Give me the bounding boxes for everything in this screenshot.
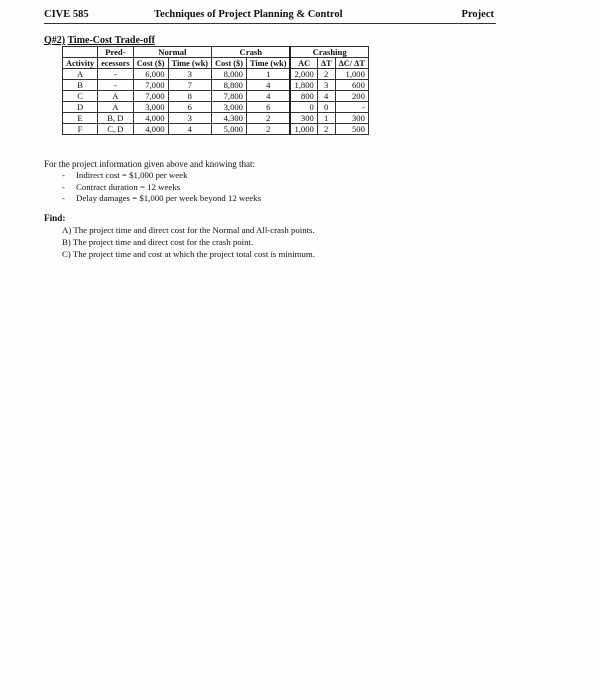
find-label: Find: [44,213,66,223]
ac-at-cell: 1,000 [335,69,368,80]
crash-time-cell: 4 [246,80,290,91]
given-text: Contract duration = 12 weeks [76,181,181,192]
header-divider [44,23,496,24]
bullet-mark: - [62,193,65,203]
table-row [63,124,369,135]
list-item [62,182,261,194]
crash-cost-header: Cost ($) [212,58,247,69]
normal-cost-cell: 4,000 [133,124,168,135]
crash-time-cell: 1 [246,69,290,80]
activity-cell: F [63,124,98,135]
table-sub-header-row [63,58,369,69]
normal-cost-header: Cost ($) [133,58,168,69]
crash-cost-cell: 4,300 [212,113,247,124]
normal-time-cell: 3 [168,113,212,124]
ac-cell: 800 [290,91,317,102]
table-group-header-row [63,47,369,58]
at-cell: 0 [317,102,335,113]
predecessors-cell: - [98,80,134,91]
normal-group-header: Normal [133,47,211,58]
crash-time-cell: 6 [246,102,290,113]
find-item: C) The project time and cost at which the project total cost is minimum. [62,249,315,259]
activity-cell: D [63,102,98,113]
crash-time-cell: 2 [246,113,290,124]
at-cell: 1 [317,113,335,124]
ac-cell: 2,000 [290,69,317,80]
crash-cost-cell: 8,800 [212,80,247,91]
ac-cell: 0 [290,102,317,113]
predecessors-cell: A [98,102,134,113]
activity-cell: E [63,113,98,124]
bullet-mark: - [62,170,65,180]
at-cell: 2 [317,124,335,135]
normal-time-cell: 3 [168,69,212,80]
predecessors-header-top: Pred- [98,47,134,58]
find-list [62,225,315,261]
given-text: Delay damages = $1,000 per week beyond 12 weeks [76,193,261,203]
crash-cost-cell: 3,000 [212,102,247,113]
table-row [63,91,369,102]
bullet-mark: - [62,181,65,192]
crash-cost-cell: 5,000 [212,124,247,135]
normal-time-cell: 8 [168,91,212,102]
crash-time-cell: 4 [246,91,290,102]
activity-cell: B [63,80,98,91]
ac-at-cell: 500 [335,124,368,135]
crash-cost-cell: 7,800 [212,91,247,102]
ac-cell: 1,800 [290,80,317,91]
predecessors-cell: - [98,69,134,80]
crash-time-cell: 2 [246,124,290,135]
list-item [62,193,261,205]
find-item: A) The project time and direct cost for the Normal and All-crash points. [62,225,315,235]
time-cost-table [62,46,369,135]
ac-at-header: ΔC/ ΔT [335,58,368,69]
predecessors-cell: C, D [98,124,134,135]
list-item [62,170,261,182]
normal-cost-cell: 7,000 [133,91,168,102]
table-row [63,69,369,80]
ac-at-cell: 200 [335,91,368,102]
question-title [44,35,155,46]
predecessors-header: ecessors [98,58,134,69]
question-number: Q#2) [44,35,66,46]
at-cell: 2 [317,69,335,80]
question-heading: Time-Cost Trade-off [67,35,155,46]
at-cell: 3 [317,80,335,91]
crashing-group-header: Crashing [290,47,368,58]
crash-group-header: Crash [212,47,291,58]
activity-header: Activity [63,58,98,69]
activity-cell: A [63,69,98,80]
normal-cost-cell: 3,000 [133,102,168,113]
course-subject: Techniques of Project Planning & Control [154,9,343,20]
ac-cell: 1,000 [290,124,317,135]
activity-cell: C [63,91,98,102]
intro-text: For the project information given above and knowing that: [44,159,255,169]
table-row [63,80,369,91]
find-item: B) The project time and direct cost for the crash point. [62,237,254,247]
course-code: CIVE 585 [44,9,89,20]
ac-at-cell: - [335,102,368,113]
at-cell: 4 [317,91,335,102]
ac-at-cell: 300 [335,113,368,124]
table-row [63,113,369,124]
table-row [63,102,369,113]
activity-header-top [63,47,98,58]
normal-cost-cell: 7,000 [133,80,168,91]
ac-cell: 300 [290,113,317,124]
ac-header: AC [290,58,317,69]
predecessors-cell: B, D [98,113,134,124]
normal-time-cell: 4 [168,124,212,135]
project-label: Project [461,9,494,20]
ac-at-cell: 600 [335,80,368,91]
crash-cost-cell: 8,000 [212,69,247,80]
normal-cost-cell: 6,000 [133,69,168,80]
normal-time-cell: 6 [168,102,212,113]
normal-cost-cell: 4,000 [133,113,168,124]
page-header [44,8,494,24]
given-text: Indirect cost = $1,000 per week [76,170,188,180]
crash-time-header: Time (wk) [246,58,290,69]
at-header: ΔT [317,58,335,69]
predecessors-cell: A [98,91,134,102]
normal-time-cell: 7 [168,80,212,91]
given-list [62,170,261,205]
normal-time-header: Time (wk) [168,58,212,69]
